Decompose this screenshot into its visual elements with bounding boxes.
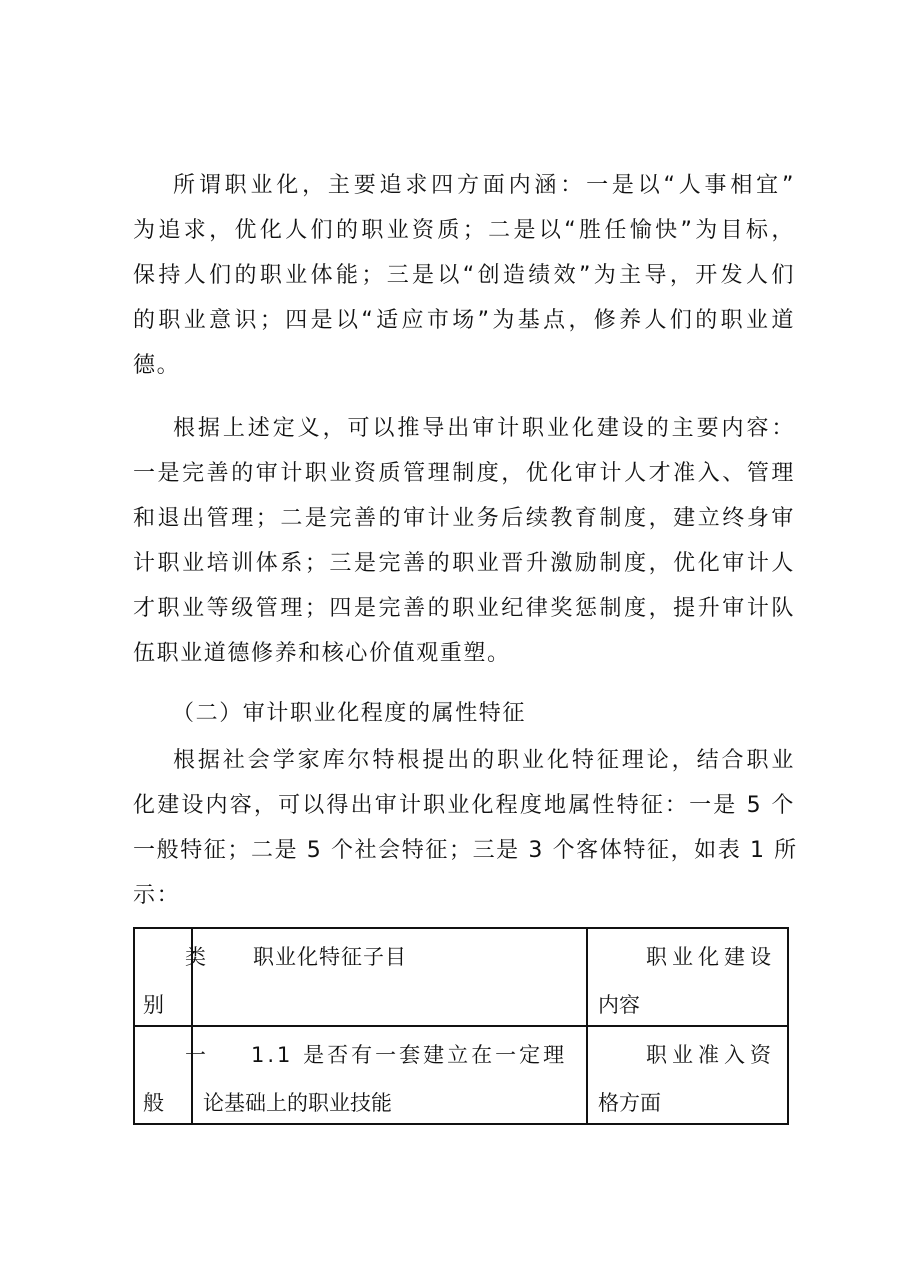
paragraph-line: 一般特征；二是 5 个社会特征；三是 3 个客体特征，如表 1 所 (133, 838, 798, 863)
header-category-top: 类 (185, 945, 206, 969)
header-category-bottom: 别 (143, 993, 164, 1017)
row-category-top: 一 (185, 1043, 206, 1067)
feature-table (133, 927, 785, 1125)
row-content-top: 职业准入资 (646, 1043, 776, 1067)
paragraph-line: 的职业意识；四是以“适应市场”为基点，修养人们的职业道 (133, 308, 795, 333)
section-heading: （二）审计职业化程度的属性特征 (172, 701, 527, 726)
paragraph-line: 所谓职业化，主要追求四方面内涵：一是以“人事相宜” (173, 173, 795, 198)
table-header-row (134, 928, 788, 1026)
header-subitem-label: 职业化特征子目 (253, 945, 407, 969)
paragraph-line: 根据社会学家库尔特根提出的职业化特征理论，结合职业 (173, 748, 795, 773)
row-content-cell (587, 1026, 788, 1124)
paragraph-1 (133, 163, 795, 388)
paragraph-3 (133, 738, 798, 918)
feature-table-grid (133, 927, 789, 1125)
table-row (134, 1026, 788, 1124)
paragraph-line: 计职业培训体系；三是完善的职业晋升激励制度，优化审计人 (133, 551, 795, 576)
header-content-bottom: 内容 (598, 993, 640, 1017)
paragraph-line: 和退出管理；二是完善的审计业务后续教育制度，建立终身审 (133, 506, 795, 531)
header-content-top: 职业化建设 (646, 945, 776, 969)
row-category-bottom: 般 (143, 1091, 164, 1115)
header-subitem-cell (192, 928, 587, 1026)
header-content-cell (587, 928, 788, 1026)
row-content-bottom: 格方面 (598, 1091, 661, 1115)
paragraph-line: 德。 (133, 353, 181, 378)
header-category-cell (134, 928, 206, 1026)
paragraph-line: 一是完善的审计职业资质管理制度，优化审计人才准入、管理 (133, 461, 795, 486)
row-subitem-bottom: 论基础上的职业技能 (203, 1091, 392, 1115)
paragraph-2 (133, 406, 795, 676)
paragraph-line: 根据上述定义，可以推导出审计职业化建设的主要内容： (173, 416, 795, 441)
paragraph-line: 伍职业道德修养和核心价值观重塑。 (133, 641, 511, 666)
row-subitem-cell (192, 1026, 587, 1124)
row-category-cell (134, 1026, 206, 1124)
paragraph-line: 保持人们的职业体能；三是以“创造绩效”为主导，开发人们 (133, 263, 795, 288)
paragraph-line: 为追求，优化人们的职业资质；二是以“胜任愉快”为目标， (133, 218, 795, 243)
row-subitem-top: 1.1 是否有一套建立在一定理 (251, 1043, 568, 1067)
paragraph-line: 化建设内容，可以得出审计职业化程度地属性特征：一是 5 个 (133, 793, 795, 818)
paragraph-line: 示： (133, 883, 181, 908)
paragraph-line: 才职业等级管理；四是完善的职业纪律奖惩制度，提升审计队 (133, 596, 795, 621)
